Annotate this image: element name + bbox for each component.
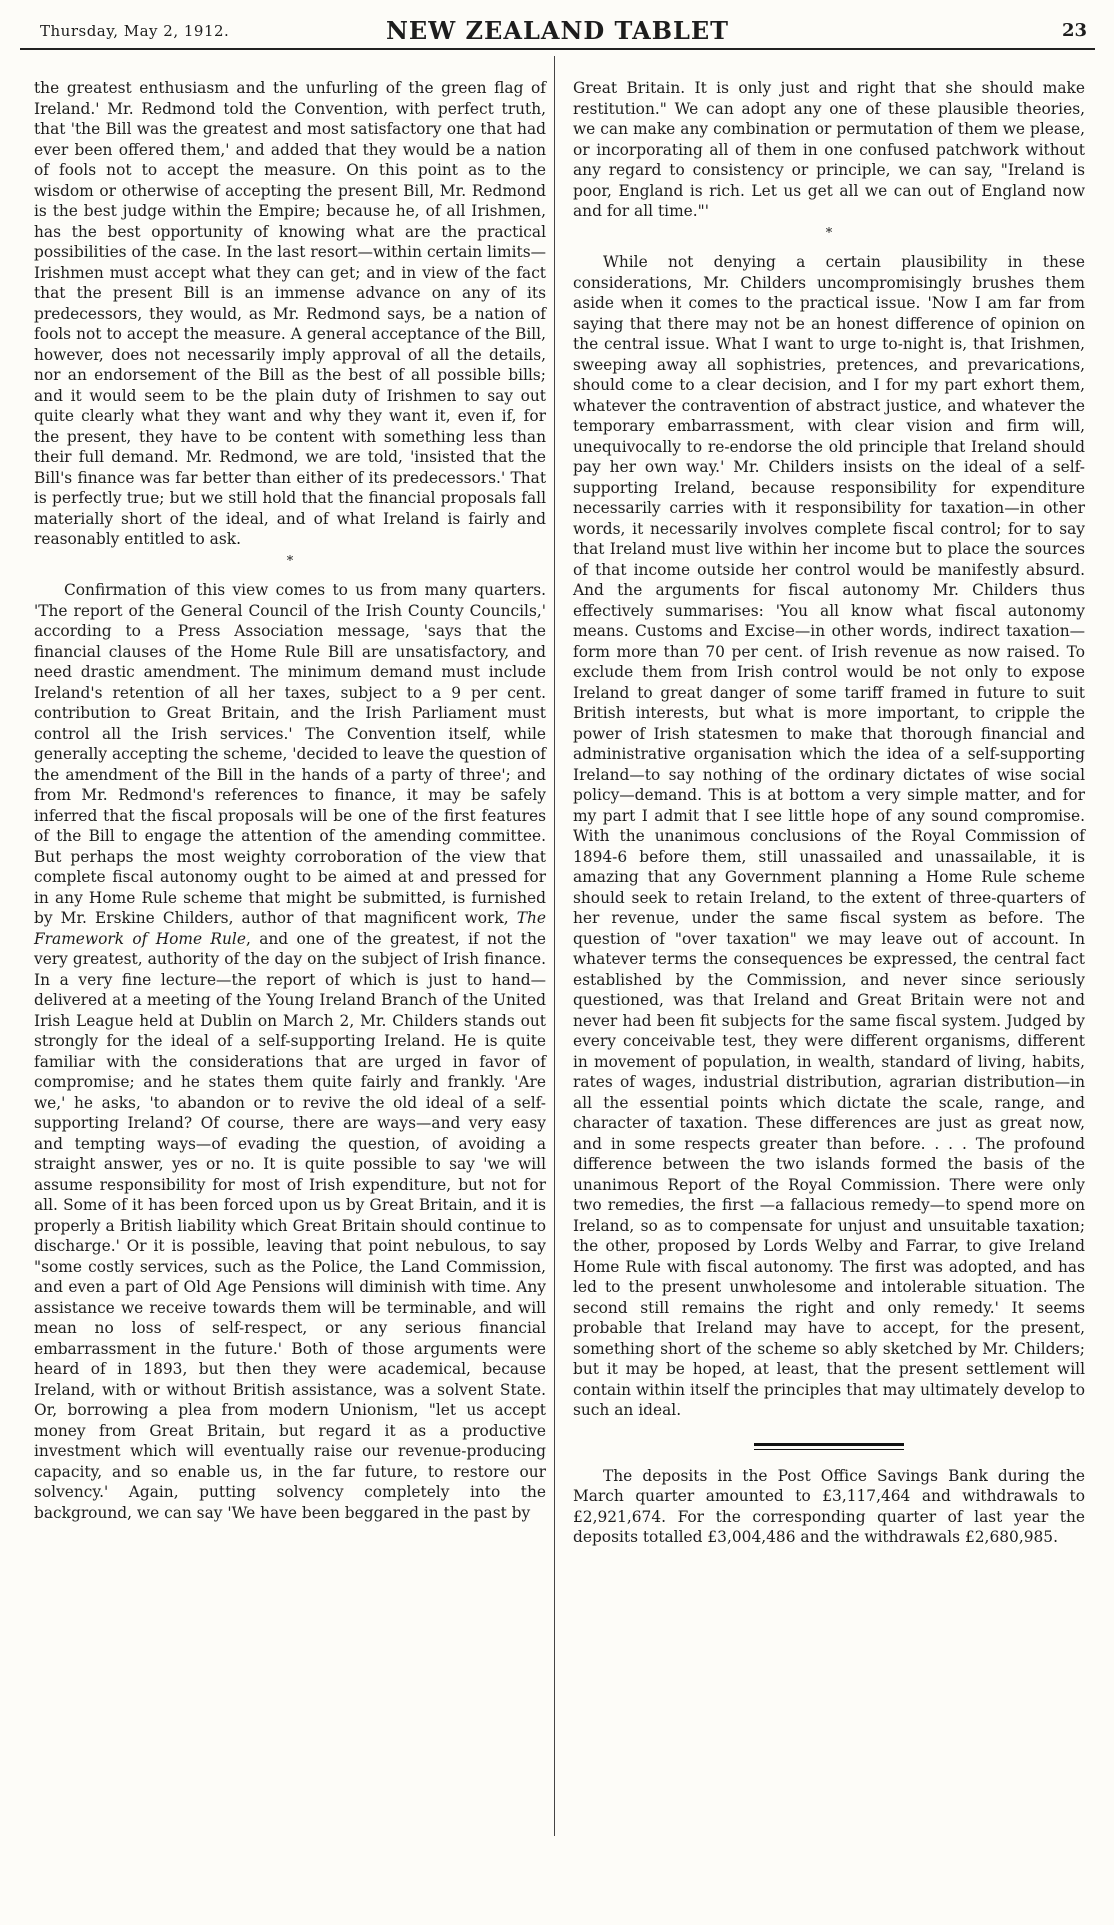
page-header — [20, 14, 1095, 50]
section-break-asterisk: * — [286, 553, 294, 569]
left-column — [34, 78, 546, 1523]
page-number: 23 — [1061, 20, 1087, 41]
issue-date: Thursday, May 2, 1912. — [40, 22, 230, 40]
book-title: The Framework of Home Rule — [34, 909, 546, 948]
paragraph-continuation: the greatest enthusiasm and the unfurling of the green flag of Ireland.' Mr. Redmond told the Convention, with perfect truth, that 'the Bill was the greatest and most satisfactory one that had ever been offered them,' and added that they would be a nation of fools not to accept the measure. On this point as to the wisdom or otherwise of accepting the present Bill, Mr. Redmond is the best judge within the Empire; because he, of all Irishmen, has the best opportunity of knowing what are the practical possibilities of the case. In the last resort—within certain limits—Irishmen must accept what they can get; and in view of the fact that the present Bill is an immense advance on any of its predecessors, they would, as Mr. Redmond says, be a nation of fools not to accept the measure. A general acceptance of the Bill, however, does not necessarily imply approval of all the details, nor an endorsement of the Bill as the best of all possible bills; and it would seem to be the plain duty of Irishmen to say out quite clearly what they want and why they want it, even if, for the present, they have to be content with something less than their full demand. Mr. Redmond, we are told, 'insisted that the Bill's finance was far better than either of its predecessors.' That is perfectly true; but we still hold that the financial proposals fall materially short of the ideal, and of what Ireland is fairly and reasonably entitled to ask. — [34, 79, 546, 548]
paragraph-childers: While not denying a certain plausibility in these considerations, Mr. Childers uncompromisingly brushes them aside when it comes to the practical issue. 'Now I am far from saying that there may not be an honest difference of opinion on the central issue. What I want to urge to-night is, that Irishmen, sweeping away all sophistries, pretences, and prevarications, should come to a clear decision, and I for my part exhort them, whatever the contravention of abstract justice, and whatever the temporary embarrassment, with clear vision and firm will, unequivocally to re-endorse the old principle that Ireland should pay her own way.' Mr. Childers insists on the ideal of a self-supporting Ireland, because responsibility for expenditure necessarily carries with it responsibility for taxation—in other words, it necessarily involves complete fiscal control; for to say that Ireland must live within her income but to place the sources of that income outside her control would be manifestly absurd. And the arguments for fiscal autonomy Mr. Childers thus effectively summarises: 'You all know what fiscal autonomy means. Customs and Excise—in other words, indirect taxation—form more than 70 per cent. of Irish revenue as now raised. To exclude them from Irish control would be not only to expose Ireland to great danger of some tariff framed in future to suit British interests, but what is more important, to cripple the power of Irish statesmen to make that thorough financial and administrative organisation which the idea of a self-supporting Ireland—to say nothing of the ordinary dictates of wise social policy—demand. This is at bottom a very simple matter, and for my part I admit that I see little hope of any sound compromise. With the unanimous conclusions of the Royal Commission of 1894-6 before them, still unassailed and unassailable, it is amazing that any Government planning a Home Rule scheme should seek to retain Ireland, to the extent of three-quarters of her revenue, under the same fiscal system as before. The question of "over taxation" we may leave out of account. In whatever terms the consequences be expressed, the central fact established by the Commission, and never since seriously questioned, was that Ireland and Great Britain were not and never had been fit subjects for the same fiscal system. Judged by every conceivable test, they were different organisms, different in movement of population, in wealth, standard of living, habits, rates of wages, industrial distribution, agrarian distribution—in all the essential points which dictate the scale, range, and character of taxation. These differences are just as great now, and in some respects greater than before. . . . The profound difference between the two islands formed the basis of the unanimous Report of the Royal Commission. There were only two remedies, the first —a fallacious remedy—to spend more on Ireland, so as to compensate for unjust and unsuitable taxation; the other, proposed by Lords Welby and Farrar, to give Ireland Home Rule with fiscal autonomy. The first was adopted, and has led to the present unwholesome and intolerable situation. The second still remains the right and only remedy.' It seems probable that Ireland may have to accept, for the present, something short of the scheme so ably sketched by Mr. Childers; but it may be hoped, at least, that the present settlement will contain within itself the principles that may ultimately develop to such an ideal. — [573, 253, 1085, 1419]
separator-thin-rule — [754, 1449, 904, 1450]
paragraph-text: , and one of the greatest, if not the very greatest, authority of the day on the subject of Irish finance. In a very fine lecture—the report of which is just to hand—delivered at a meeting of the Young Ireland Branch of the United Irish League held at Dublin on March 2, Mr. Childers stands out strongly for the ideal of a self-supporting Ireland. He is quite familiar with the considerations that are urged in favor of compromise; and he states them quite fairly and frankly. 'Are we,' he asks, 'to abandon or to revive the old ideal of a self-supporting Ireland? Of course, there are ways—and very easy and tempting ways—of evading the question, of avoiding a straight answer, yes or no. It is quite possible to say 'we will assume responsibility for most of Irish expenditure, but not for all. Some of it has been forced upon us by Great Britain, and it is properly a British liability which Great Britain should continue to discharge.' Or it is possible, leaving that point nebulous, to say "some costly services, such as the Police, the Land Commission, and even a part of Old Age Pensions will diminish with time. Any assistance we receive towards them will be terminable, and will mean no loss of self-respect, or any serious financial embarrassment in the future.' Both of those arguments were heard of in 1893, but then they were academical, because Ireland, with or without British assistance, was a solvent State. Or, borrowing a plea from modern Unionism, "let us accept money from Great Britain, but regard it as a productive investment which will eventually raise our revenue-producing capacity, and so enable us, in the far future, to restore our solvency.' Again, putting solvency completely into the background, we can say 'We have been beggared in the past by — [34, 929, 546, 1522]
section-separator — [754, 1443, 904, 1450]
separator-thick-rule — [754, 1443, 904, 1446]
column-divider — [554, 56, 555, 1836]
paragraph-savings-bank: The deposits in the Post Office Savings Bank during the March quarter amounted to £3,117,464 and withdrawals to £2,921,674. For the corresponding quarter of last year the deposits totalled £3,004,486 and the withdrawals £2,680,985. — [573, 1466, 1085, 1546]
paragraph-continued: Great Britain. It is only just and right that she should make restitution." We can adopt any one of these plausible theories, we can make any combination or permutation of them we please, or incorporating all of them in one confused patchwork without any regard to consistency or principle, we can say, "Ireland is poor, England is rich. Let us get all we can out of England now and for all time."' — [573, 79, 1085, 220]
section-break-asterisk: * — [825, 225, 833, 241]
paragraph-text: Confirmation of this view comes to us from many quarters. 'The report of the General Council of the Irish County Councils,' according to a Press Association message, 'says that the financial clauses of the Home Rule Bill are unsatisfactory, and need drastic amendment. The minimum demand must include Ireland's retention of all her taxes, subject to a 9 per cent. contribution to Great Britain, and the Irish Parliament must control all the Irish services.' The Convention itself, while generally accepting the scheme, 'decided to leave the question of the amendment of the Bill in the hands of a party of three'; and from Mr. Redmond's references to finance, it may be safely inferred that the fiscal proposals will be one of the first features of the Bill to engage the attention of the amending committee. But perhaps the most weighty corroboration of the view that complete fiscal autonomy ought to be aimed at and pressed for in any Home Rule scheme that might be submitted, is furnished by Mr. Erskine Childers, author of that magnificent work, — [34, 581, 546, 927]
right-column — [573, 78, 1085, 1548]
paragraph-confirmation — [34, 580, 546, 1523]
publication-title: NEW ZEALAND TABLET — [385, 16, 730, 45]
